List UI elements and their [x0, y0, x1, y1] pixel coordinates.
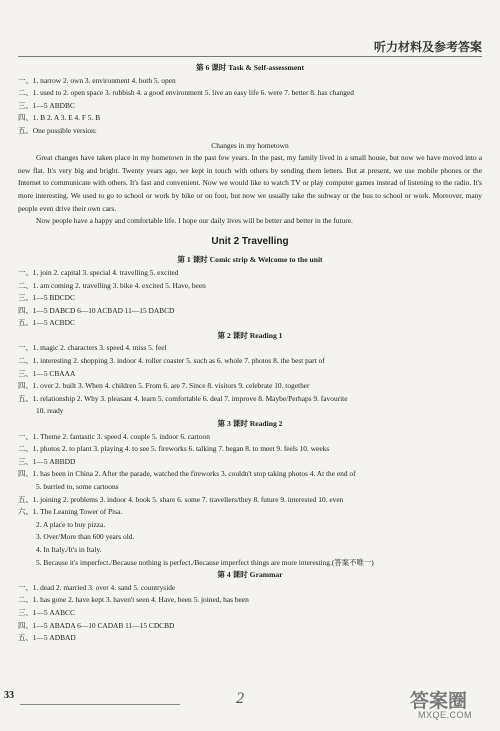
answer-row: 一、1. dead 2. married 3. over 4. sand 5. countryside: [18, 582, 176, 592]
answer-row: 5. Because it's imperfect./Because nothing is perfect./Because imperfect things are more interesting.(答案不唯一): [36, 557, 374, 567]
lesson-1-title: 第 1 课时 Comic strip & Welcome to the unit: [177, 255, 323, 265]
answer-row: 5. burried to, some cartoons: [36, 482, 119, 491]
answer-row: 五、1—5 ADBAD: [18, 633, 76, 643]
footer-rule: [20, 704, 180, 705]
answer-row: 一、1. join 2. capital 3. special 4. travelling 5. excited: [18, 267, 179, 277]
lesson-6-answers: [18, 75, 482, 138]
answer-row: 五、1. relationship 2. Why 3. pleasant 4. learn 5. comfortable 6. deal 7. improve 8. Maybe/Perhaps 9. favourite: [18, 393, 348, 403]
answer-row: 四、1—5 DABCD 6—10 ACBAD 11—15 DABCD: [18, 305, 175, 315]
header-title: 听力材料及参考答案: [373, 40, 482, 54]
answer-row: 四、1. over 2. built 3. When 4. children 5. From 6. are 7. Since 8. visitors 9. celebrate 10. together: [18, 381, 310, 391]
answer-row: 四、1. has been in China 2. After the parade, watched the fireworks 3. couldn't stop taking photos 4. At the end of: [18, 469, 356, 479]
essay-paragraph: Great changes have taken place in my hometown in the past few years. In the past, my family lived in a small house, but now we have moved into a new flat. It's very big and bright. Twenty years ago, we kept in touch with others by sending them letters. But at present, we use mobile phones or the Internet to communicate with others. It's fast and convenient. Now we would like to watch TV or play computer games instead of listening to the radio. It's more interesting. We used to go to school or work by bike or on foot, but now we usually take the subway or the bus to school or work. Moreover, many people even drive their own cars.: [18, 153, 482, 213]
answer-row: 三、1—5 ABBDD: [18, 456, 76, 466]
answer-row: 五、1. joining 2. problems 3. indoor 4. book 5. share 6. some 7. travellers/they 8. future 9. interested 10. even: [18, 494, 344, 504]
answer-row: 四、1. B 2. A 3. E 4. F 5. B: [18, 113, 101, 123]
answer-row: 二、1. has gone 2. have kept 3. haven't seen 4. Have, been 5. joined, has been: [18, 595, 249, 605]
answer-row: 五、One possible version:: [18, 125, 97, 135]
answer-row: 四、1—5 ABADA 6—10 CADAB 11—15 CDCBD: [18, 620, 175, 630]
answer-row: 三、1—5 CBAAA: [18, 368, 76, 378]
answer-row: 3. Over/More than 600 years old.: [36, 532, 135, 542]
essay-paragraph: Now people have a happy and comfortable life. I hope our daily lives will be better and better in the future.: [36, 216, 353, 226]
answer-row: 4. In Italy./It's in Italy.: [36, 544, 102, 554]
answer-row: 10. ready: [36, 406, 64, 416]
handwritten-mark: 2: [236, 690, 244, 707]
answer-row: 三、1—5 ABDBC: [18, 100, 75, 110]
answer-row: 三、1—5 BDCDC: [18, 293, 75, 303]
lesson-3-title: 第 3 课时 Reading 2: [217, 419, 283, 429]
content: [18, 62, 482, 645]
header-rule: [18, 56, 482, 57]
answer-row: 二、1. photos 2. to plant 3. playing 4. to see 5. fireworks 6. talking 7. began 8. to meet 9. feels 10. weeks: [18, 444, 330, 454]
answer-row: 二、1. interesting 2. shopping 3. indoor 4. roller coaster 5. such as 6. whole 7. photos 8. the best part of: [18, 356, 325, 366]
watermark-url: MXQE.COM: [418, 710, 473, 720]
answer-row: 三、1—5 AABCC: [18, 607, 75, 617]
lesson-4-title: 第 4 课时 Grammar: [217, 570, 283, 580]
answer-row: 一、1. magic 2. characters 3. speed 4. miss 5. feel: [18, 343, 167, 353]
answer-row: 二、1. used to 2. open space 3. rubbish 4. a good environment 5. live an easy life 6. were 7. better 8. has changed: [18, 88, 354, 98]
answer-row: 五、1—5 ACBDC: [18, 318, 75, 328]
page-number: 33: [4, 690, 14, 701]
watermark-logo: 答案圈: [410, 691, 468, 712]
lesson-6-title: 第 6 课时 Task & Self-assessment: [196, 63, 304, 72]
answer-row: 一、1. Theme 2. fantastic 3. speed 4. couple 5. indoor 6. cartoon: [18, 431, 210, 441]
essay-title: Changes in my hometown: [211, 140, 289, 150]
answer-row: 二、1. am coming 2. travelling 3. bike 4. excited 5. Have, been: [18, 280, 206, 290]
answer-row: 2. A place to buy pizza.: [36, 519, 106, 529]
unit-2-title: Unit 2 Travelling: [211, 235, 289, 247]
lesson-2-title: 第 2 课时 Reading 1: [217, 330, 283, 340]
answer-row: 一、1. narrow 2. own 3. environment 4. both 5. open: [18, 75, 176, 85]
answer-row: 六、1. The Leaning Tower of Pisa.: [18, 507, 123, 517]
